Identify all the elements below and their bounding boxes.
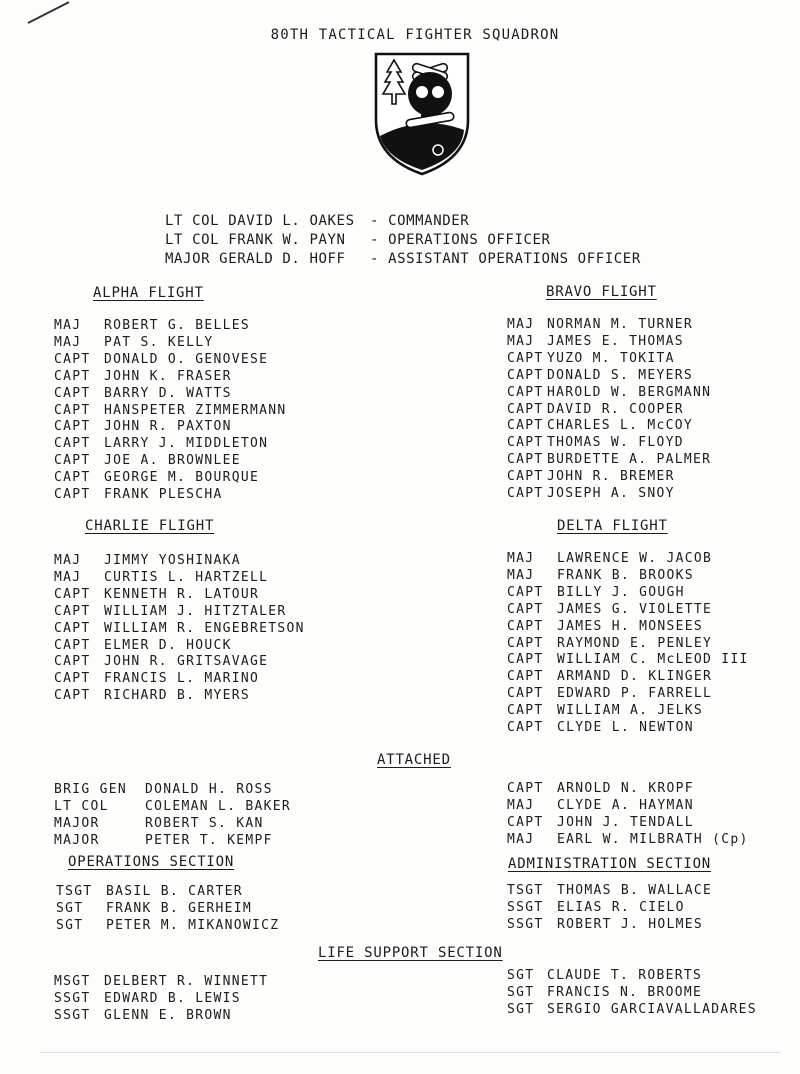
roster-row <box>507 435 711 452</box>
roster-row <box>507 832 749 849</box>
roster-row <box>507 368 711 385</box>
member-name: DAVID R. COOPER <box>547 401 684 417</box>
member-name: LAWRENCE W. JACOB <box>557 551 713 566</box>
member-rank: MAJ <box>507 317 535 332</box>
member-name: ARNOLD N. KROPF <box>557 781 694 796</box>
member-rank: CAPT <box>507 814 544 830</box>
roster-row <box>507 669 749 686</box>
roster-row <box>507 900 712 917</box>
member-rank: CAPT <box>54 487 91 503</box>
roster-row <box>54 833 291 850</box>
roster-row <box>54 436 287 453</box>
life-support-roster-left <box>54 974 268 1025</box>
member-name: NORMAN M. TURNER <box>547 317 694 332</box>
roster-row <box>507 636 749 653</box>
member-rank: CAPT <box>507 486 544 502</box>
member-name: JAMES H. MONSEES <box>557 618 704 634</box>
member-rank: CAPT <box>507 703 544 719</box>
member-rank: CAPT <box>507 469 544 485</box>
roster-row <box>54 638 305 655</box>
member-name: ROBERT G. BELLES <box>104 318 251 333</box>
delta-flight-roster <box>507 551 749 737</box>
member-name: ELIAS R. CIELO <box>557 899 685 915</box>
roster-row <box>54 570 305 587</box>
charlie-flight-heading: CHARLIE FLIGHT <box>85 518 215 534</box>
officer-role: COMMANDER <box>388 213 470 229</box>
member-name: PETER M. MIKANOWICZ <box>106 917 280 933</box>
command-staff-row: LT COL FRANK W. PAYN - OPERATIONS OFFICER <box>165 232 551 248</box>
member-name: WILLIAM C. McLEOD III <box>557 652 749 668</box>
member-rank: CAPT <box>54 436 91 452</box>
member-rank: CAPT <box>507 401 544 417</box>
alpha-flight-roster <box>54 318 287 504</box>
member-name: EDWARD P. FARRELL <box>557 686 713 702</box>
member-rank: SSGT <box>54 1007 91 1023</box>
roster-row <box>507 602 749 619</box>
delta-flight-heading: DELTA FLIGHT <box>557 518 668 534</box>
member-rank: CAPT <box>507 350 544 366</box>
roster-row <box>507 334 711 351</box>
member-rank: CAPT <box>54 671 91 687</box>
member-rank: MAJ <box>54 553 82 568</box>
member-name: HANSPETER ZIMMERMANN <box>104 402 287 418</box>
roster-row <box>54 403 287 420</box>
roster-row <box>507 917 712 934</box>
member-rank: MAJ <box>54 334 82 350</box>
member-rank: SGT <box>507 984 535 1000</box>
roster-row <box>507 551 749 568</box>
member-name: GEORGE M. BOURQUE <box>104 470 260 486</box>
member-rank: CAPT <box>507 781 544 796</box>
member-name: FRANCIS N. BROOME <box>547 984 703 1000</box>
member-name: DONALD S. MEYERS <box>547 367 694 383</box>
command-staff-row: MAJOR GERALD D. HOFF - ASSISTANT OPERATIONS OFFICER <box>165 251 641 267</box>
officer-rank-name: LT COL FRANK W. PAYN <box>165 232 346 248</box>
roster-row <box>54 1008 268 1025</box>
member-rank: MAJ <box>507 333 535 349</box>
member-name: CLYDE L. NEWTON <box>557 720 694 736</box>
member-rank: SSGT <box>507 899 544 915</box>
administration-section-roster <box>507 883 712 934</box>
member-rank: MAJ <box>507 551 535 566</box>
roster-row <box>507 585 749 602</box>
attached-heading: ATTACHED <box>377 752 451 768</box>
roster-row <box>54 335 287 352</box>
member-name: THOMAS B. WALLACE <box>557 883 713 898</box>
member-name: WILLIAM A. JELKS <box>557 703 704 719</box>
skull-crossbones-shield-icon <box>372 50 472 178</box>
member-name: SERGIO GARCIAVALLADARES <box>547 1001 757 1017</box>
member-rank: CAPT <box>54 586 91 602</box>
member-rank: CAPT <box>507 384 544 400</box>
life-support-roster-right <box>507 968 757 1019</box>
roster-row <box>54 487 287 504</box>
roster-row <box>54 352 287 369</box>
roster-row <box>507 486 711 503</box>
member-rank: CAPT <box>54 654 91 670</box>
member-rank: CAPT <box>507 686 544 702</box>
roster-row <box>54 671 305 688</box>
member-name: LARRY J. MIDDLETON <box>104 436 269 452</box>
member-name: ROBERT J. HOLMES <box>557 916 704 932</box>
roster-row <box>507 317 711 334</box>
member-rank: TSGT <box>56 884 93 899</box>
member-name: BARRY D. WATTS <box>104 385 232 401</box>
operations-section-heading: OPERATIONS SECTION <box>68 854 235 870</box>
member-rank: CAPT <box>507 669 544 685</box>
member-name: JOHN J. TENDALL <box>557 814 694 830</box>
member-name: FRANK B. BROOKS <box>557 567 694 583</box>
member-rank: SSGT <box>54 990 91 1006</box>
roster-row <box>54 587 305 604</box>
member-rank: CAPT <box>54 603 91 619</box>
roster-row <box>54 386 287 403</box>
member-rank: CAPT <box>54 470 91 486</box>
command-staff <box>165 212 641 269</box>
member-name: WILLIAM R. ENGEBRETSON <box>104 620 305 636</box>
roster-row <box>54 688 305 705</box>
officer-rank-name: MAJOR GERALD D. HOFF <box>165 251 346 267</box>
roster-row <box>56 884 279 901</box>
roster-row <box>54 470 287 487</box>
member-name: DONALD O. GENOVESE <box>104 351 269 367</box>
roster-row <box>507 418 711 435</box>
member-name: DONALD H. ROSS <box>145 782 273 797</box>
roster-row <box>507 781 749 798</box>
roster-row <box>507 385 711 402</box>
member-name: BASIL B. CARTER <box>106 884 243 899</box>
member-rank: MAJ <box>507 831 535 847</box>
life-support-section-heading: LIFE SUPPORT SECTION <box>318 945 503 961</box>
roster-row <box>54 782 291 799</box>
member-name: GLENN E. BROWN <box>104 1007 232 1023</box>
member-name: THOMAS W. FLOYD <box>547 435 684 451</box>
member-name: BILLY J. GOUGH <box>557 584 685 600</box>
roster-row <box>54 419 287 436</box>
member-rank: CAPT <box>54 637 91 653</box>
roster-row <box>54 816 291 833</box>
member-name: ROBERT S. KAN <box>145 815 264 831</box>
member-rank: CAPT <box>54 620 91 636</box>
member-name: JOSEPH A. SNOY <box>547 486 675 502</box>
roster-row <box>507 985 757 1002</box>
member-rank: CAPT <box>507 367 544 383</box>
roster-row <box>54 318 287 335</box>
member-rank: TSGT <box>507 883 544 898</box>
member-name: JIMMY YOSHINAKA <box>104 553 241 568</box>
member-name: CLYDE A. HAYMAN <box>557 797 694 813</box>
member-rank: CAPT <box>507 435 544 451</box>
command-staff-row: LT COL DAVID L. OAKES - COMMANDER <box>165 213 470 229</box>
administration-section-heading: ADMINISTRATION SECTION <box>508 856 712 872</box>
member-name: RICHARD B. MYERS <box>104 688 251 704</box>
roster-row <box>507 452 711 469</box>
roster-row <box>54 553 305 570</box>
member-rank: CAPT <box>507 452 544 468</box>
roster-row <box>507 703 749 720</box>
member-rank: CAPT <box>507 635 544 651</box>
member-name: ARMAND D. KLINGER <box>557 669 713 685</box>
roster-row <box>507 402 711 419</box>
member-rank: CAPT <box>54 368 91 384</box>
member-name: PAT S. KELLY <box>104 334 214 350</box>
member-rank: SGT <box>507 1001 535 1017</box>
member-name: CLAUDE T. ROBERTS <box>547 968 703 983</box>
member-rank: CAPT <box>54 688 91 704</box>
member-name: FRANK B. GERHEIM <box>106 900 253 916</box>
roster-row <box>54 453 287 470</box>
attached-roster-left <box>54 782 291 850</box>
roster-row <box>507 968 757 985</box>
officer-role: OPERATIONS OFFICER <box>388 232 551 248</box>
member-rank: CAPT <box>507 418 544 434</box>
member-rank: CAPT <box>54 419 91 435</box>
member-rank: SGT <box>56 900 84 916</box>
page-edge-shadow <box>40 1052 780 1053</box>
member-name: JOHN R. BREMER <box>547 469 675 485</box>
member-name: COLEMAN L. BAKER <box>145 798 292 814</box>
member-name: DELBERT R. WINNETT <box>104 974 269 989</box>
officer-rank-name: LT COL DAVID L. OAKES <box>165 213 355 229</box>
roster-row <box>507 619 749 636</box>
roster-row <box>507 686 749 703</box>
roster-row <box>54 991 268 1008</box>
roster-row <box>54 621 305 638</box>
member-name: CHARLES L. McCOY <box>547 418 694 434</box>
member-name: HAROLD W. BERGMANN <box>547 384 712 400</box>
member-name: BURDETTE A. PALMER <box>547 452 712 468</box>
roster-row <box>56 918 279 935</box>
member-rank: CAPT <box>507 584 544 600</box>
member-rank: SGT <box>56 917 84 933</box>
member-rank: MAJ <box>507 797 535 813</box>
alpha-flight-heading: ALPHA FLIGHT <box>93 285 204 301</box>
member-rank: CAPT <box>507 720 544 736</box>
member-name: FRANCIS L. MARINO <box>104 671 260 687</box>
member-name: PETER T. KEMPF <box>145 832 273 848</box>
officer-role: ASSISTANT OPERATIONS OFFICER <box>388 251 641 267</box>
roster-row <box>507 351 711 368</box>
member-rank: CAPT <box>54 351 91 367</box>
member-rank: CAPT <box>54 453 91 469</box>
member-rank: MAJOR <box>54 832 100 848</box>
member-name: YUZO M. TOKITA <box>547 350 675 366</box>
member-rank: SSGT <box>507 916 544 932</box>
member-rank: CAPT <box>54 402 91 418</box>
roster-row <box>54 654 305 671</box>
member-rank: BRIG GEN <box>54 782 128 797</box>
roster-row <box>507 798 749 815</box>
member-name: CURTIS L. HARTZELL <box>104 569 269 585</box>
member-rank: LT COL <box>54 798 109 814</box>
member-name: KENNETH R. LATOUR <box>104 586 260 602</box>
attached-roster-right <box>507 781 749 849</box>
member-name: JAMES G. VIOLETTE <box>557 601 713 617</box>
pencil-mark <box>28 1 70 24</box>
roster-row <box>507 1002 757 1019</box>
roster-row <box>54 369 287 386</box>
member-rank: MSGT <box>54 974 91 989</box>
member-rank: SGT <box>507 968 535 983</box>
bravo-flight-roster <box>507 317 711 503</box>
member-name: JOHN R. PAXTON <box>104 419 232 435</box>
operations-section-roster <box>56 884 279 935</box>
member-name: JOHN R. GRITSAVAGE <box>104 654 269 670</box>
member-name: ELMER D. HOUCK <box>104 637 232 653</box>
roster-row <box>507 652 749 669</box>
roster-row <box>507 720 749 737</box>
member-name: RAYMOND E. PENLEY <box>557 635 713 651</box>
roster-row <box>507 568 749 585</box>
page-title: 80TH TACTICAL FIGHTER SQUADRON <box>270 27 560 43</box>
roster-row <box>54 604 305 621</box>
roster-row <box>507 883 712 900</box>
member-name: EDWARD B. LEWIS <box>104 990 241 1006</box>
member-rank: MAJ <box>54 569 82 585</box>
roster-row <box>54 974 268 991</box>
member-name: JAMES E. THOMAS <box>547 333 684 349</box>
roster-row <box>54 799 291 816</box>
roster-row <box>56 901 279 918</box>
member-rank: CAPT <box>507 618 544 634</box>
member-rank: CAPT <box>54 385 91 401</box>
roster-row <box>507 815 749 832</box>
member-name: FRANK PLESCHA <box>104 487 223 503</box>
member-name: EARL W. MILBRATH (Cp) <box>557 831 749 847</box>
member-rank: CAPT <box>507 601 544 617</box>
bravo-flight-heading: BRAVO FLIGHT <box>546 284 657 300</box>
member-name: WILLIAM J. HITZTALER <box>104 603 287 619</box>
member-rank: MAJOR <box>54 815 100 831</box>
roster-row <box>507 469 711 486</box>
member-rank: CAPT <box>507 652 544 668</box>
charlie-flight-roster <box>54 553 305 705</box>
member-name: JOHN K. FRASER <box>104 368 232 384</box>
member-rank: MAJ <box>54 318 82 333</box>
member-rank: MAJ <box>507 567 535 583</box>
member-name: JOE A. BROWNLEE <box>104 453 241 469</box>
